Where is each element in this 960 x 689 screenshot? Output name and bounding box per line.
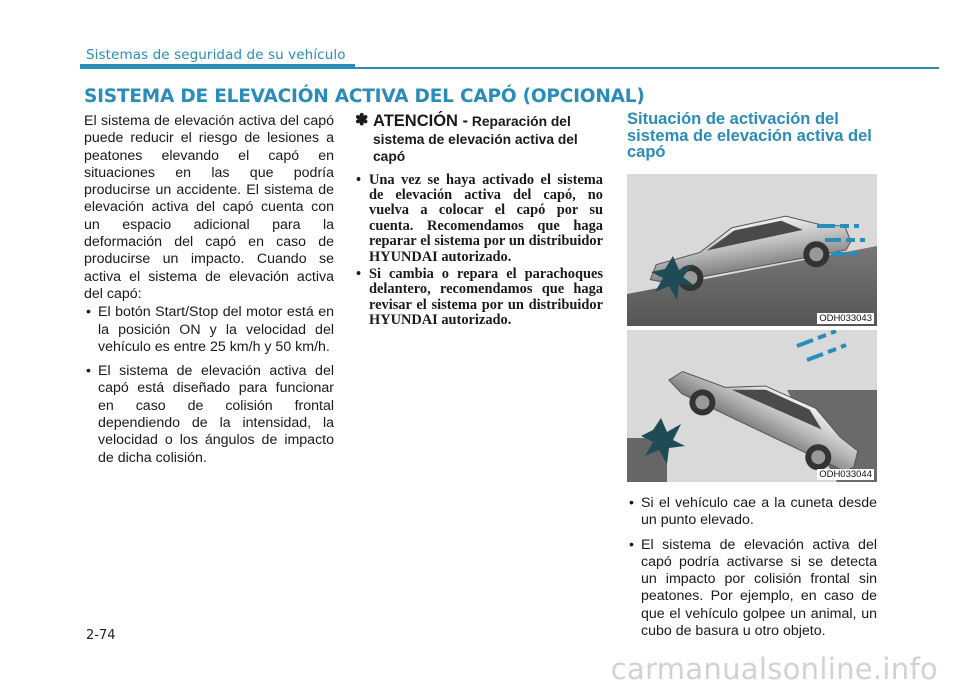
- intro-bullet-2: • El sistema de elevación activa del capó está diseñado para funcionar en caso de colisión frontal dependiendo de la intensidad, la velocidad o los ángulos de impacto de dicha colisión.: [84, 363, 334, 467]
- figure-code: ODH033044: [819, 469, 872, 480]
- activation-bullet-1: • Si el vehículo cae a la cuneta desde un punto elevado.: [627, 495, 877, 530]
- intro-paragraph: El sistema de elevación activa del capó puede reducir el riesgo de lesiones a peatones elevando el capó en situaciones en las que podría producirse un accidente. El sistema de elevación activa del capó cuenta con un espacio adicional para la deformación del capó en caso de producirse un impacto. Cuando se activa el sistema de elevación activa del capó:: [84, 113, 334, 302]
- attention-heading: [355, 113, 603, 166]
- page-number: 2-74: [86, 628, 116, 643]
- header-rule-thick: [80, 64, 355, 69]
- car-collision-illustration: [627, 174, 877, 326]
- attention-subtitle: Reparación del sistema de elevación activa del capó: [373, 114, 578, 164]
- watermark: carmanualsonline.info: [610, 652, 938, 686]
- figure-code: ODH033043: [819, 313, 872, 324]
- attention-list: [355, 173, 603, 329]
- attention-box: [355, 113, 603, 329]
- attention-label: ATENCIÓN -: [373, 112, 469, 130]
- column-intro: [84, 113, 334, 467]
- car-fall-illustration: [627, 330, 877, 482]
- asterisk-icon: ✽: [355, 112, 369, 129]
- intro-bullet-1: • El botón Start/Stop del motor está en la posición ON y la velocidad del vehículo es entre 25 km/h y 50 km/h.: [84, 304, 334, 356]
- activation-heading: Situación de activación del sistema de elevación activa del capó: [627, 110, 872, 161]
- figure-car-fall: [627, 330, 877, 482]
- activation-bullet-2: • El sistema de elevación activa del capó podría activarse si se detecta un impacto por colisión frontal sin peatones. Por ejemplo, en caso de que el vehículo golpee un animal, un cubo de basura u otro objeto.: [627, 537, 877, 641]
- activation-list: [627, 495, 877, 640]
- figure-car-collision: [627, 174, 877, 326]
- attention-bullet-1: • Una vez se haya activado el sistema de elevación activa del capó, no vuelva a colocar el capó por su cuenta. Recomendamos que haga reparar el sistema por un distribuidor HYUNDAI autorizado.: [355, 173, 603, 265]
- page-title: SISTEMA DE ELEVACIÓN ACTIVA DEL CAPÓ (OPCIONAL): [84, 86, 645, 107]
- attention-bullet-2: • Si cambia o repara el parachoques delantero, recomendamos que haga revisar el sistema por un distribuidor HYUNDAI autorizado.: [355, 267, 603, 329]
- header-rule-thin: [355, 67, 939, 69]
- section-title: Sistemas de seguridad de su vehículo: [86, 47, 346, 63]
